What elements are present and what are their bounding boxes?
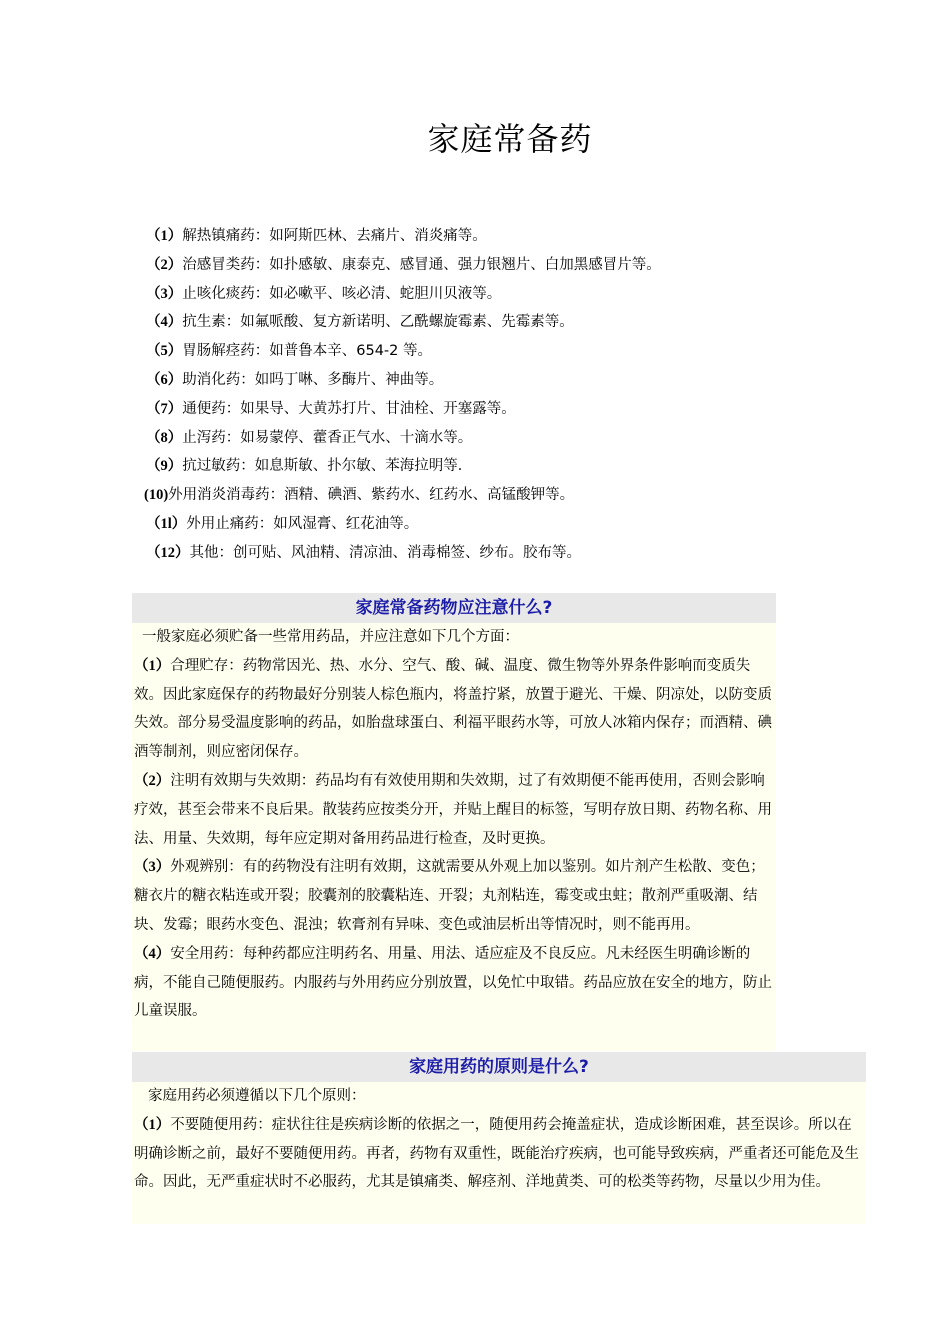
item-text: 解热镇痛药：如阿斯匹林、去痛片、消炎痛等。 bbox=[182, 228, 487, 244]
medication-principles-section bbox=[132, 1052, 866, 1224]
paragraph-text: 注明有效期与失效期：药品均有有效使用期和失效期，过了有效期便不能再使用，否则会影响疗效，甚至会带来不良后果。散装药应按类分开，并贴上醒目的标签，写明存放日期、药物名称、用法、用量、失效期，每年应定期对备用药品进行检查，及时更换。 bbox=[134, 772, 772, 847]
list-item bbox=[146, 222, 866, 251]
list-item bbox=[146, 366, 866, 395]
list-item bbox=[146, 539, 866, 568]
item-number: （8） bbox=[146, 429, 183, 446]
item-text: 胃肠解痉药：如普鲁本辛、654-2 等。 bbox=[182, 343, 432, 360]
item-text: 通便药：如果导、大黄苏打片、甘油栓、开塞露等。 bbox=[182, 400, 516, 417]
section-intro: 一般家庭必须贮备一些常用药品，并应注意如下几个方面： bbox=[142, 629, 519, 645]
item-number: （7） bbox=[146, 400, 183, 417]
list-item bbox=[146, 424, 866, 453]
item-text: 外用止痛药：如风湿膏、红花油等。 bbox=[186, 515, 419, 532]
paragraph-number: （1） bbox=[134, 1116, 171, 1133]
paragraph-text: 安全用药：每种药都应注明药名、用量、用法、适应症及不良反应。凡未经医生明确诊断的病，不能自己随便服药。内服药与外用药应分别放置，以免忙中取错。药品应放在安全的地方，防止儿童误服。 bbox=[134, 945, 772, 1020]
item-number: (10) bbox=[144, 487, 169, 504]
item-text: 抗过敏药：如息斯敏、扑尔敏、苯海拉明等． bbox=[182, 458, 473, 475]
medicine-list bbox=[146, 222, 866, 568]
paragraph-text: 合理贮存：药物常因光、热、水分、空气、酸、碱、温度、微生物等外界条件影响而变质失效。因此家庭保存的药物最好分别装人棕色瓶内，将盖拧紧，放置于避光、干燥、阴凉处，以防变质失效。部分易受温度影响的药品，如胎盘球蛋白、利福平眼药水等，可放人冰箱内保存；而酒精、碘酒等制剂，则应密闭保存。 bbox=[134, 657, 772, 761]
item-number: （3） bbox=[146, 285, 183, 302]
list-item bbox=[146, 395, 866, 424]
item-text: 治感冒类药：如扑感敏、康泰克、感冒通、强力银翘片、白加黑感冒片等。 bbox=[182, 256, 661, 273]
section-heading: 家庭用药的原则是什么? bbox=[132, 1052, 866, 1082]
item-number: （2） bbox=[146, 256, 183, 273]
item-number: （6） bbox=[146, 371, 183, 388]
item-number: （1） bbox=[146, 228, 183, 244]
paragraph-number: （3） bbox=[134, 859, 171, 876]
paragraph-number: （1） bbox=[134, 657, 171, 674]
paragraph-number: （4） bbox=[134, 945, 171, 962]
item-text: 止泻药：如易蒙停、藿香正气水、十滴水等。 bbox=[182, 429, 473, 446]
section-paragraph bbox=[134, 652, 772, 767]
page-title: 家庭常备药 bbox=[427, 120, 593, 158]
section-body bbox=[132, 1082, 866, 1197]
item-number: （9） bbox=[146, 458, 183, 475]
list-item bbox=[146, 251, 866, 280]
section-paragraph bbox=[134, 940, 772, 1026]
section-body bbox=[132, 623, 776, 1026]
list-item bbox=[146, 337, 866, 366]
section-paragraph bbox=[134, 767, 772, 853]
list-item bbox=[146, 452, 866, 481]
list-item bbox=[144, 481, 866, 510]
item-text: 其他：创可贴、风油精、清凉油、消毒棉签、纱布。胶布等。 bbox=[189, 544, 581, 561]
section-intro: 家庭用药必须遵循以下几个原则： bbox=[148, 1088, 366, 1104]
item-number: （12） bbox=[146, 544, 190, 561]
list-item bbox=[146, 280, 866, 309]
list-item bbox=[146, 510, 866, 539]
paragraph-text: 不要随便用药：症状往往是疾病诊断的依据之一，随便用药会掩盖症状，造成诊断困难，甚至误诊。所以在明确诊断之前，最好不要随便用药。再者，药物有双重性，既能治疗疾病，也可能导致疾病，严重者还可能危及生命。因此，无严重症状时不必服药，尤其是镇痛类、解痉剂、洋地黄类、可的松类等药物，尽量以少用为佳。 bbox=[134, 1116, 859, 1191]
item-number: （4） bbox=[146, 314, 183, 331]
section-paragraph bbox=[134, 853, 772, 939]
item-text: 助消化药：如吗丁啉、多酶片、神曲等。 bbox=[182, 371, 444, 388]
section-paragraph bbox=[134, 1111, 862, 1197]
item-text: 抗生素：如氟哌酸、复方新诺明、乙酰螺旋霉素、先霉素等。 bbox=[182, 314, 574, 331]
item-text: 止咳化痰药：如必嗽平、咳必清、蛇胆川贝液等。 bbox=[182, 285, 502, 302]
section-heading: 家庭常备药物应注意什么? bbox=[132, 593, 776, 623]
list-item bbox=[146, 308, 866, 337]
paragraph-number: （2） bbox=[134, 772, 171, 789]
storage-notes-section bbox=[132, 593, 776, 1051]
item-number: （5） bbox=[146, 343, 183, 360]
paragraph-text: 外观辨别：有的药物没有注明有效期，这就需要从外观上加以鉴别。如片剂产生松散、变色；糖衣片的糖衣粘连或开裂；胶囊剂的胶囊粘连、开裂；丸剂粘连，霉变或虫蛀；散剂严重吸潮、结块、发霉；眼药水变色、混浊；软膏剂有异味、变色或油层析出等情况时，则不能再用。 bbox=[134, 859, 765, 933]
item-text: 外用消炎消毒药：酒精、碘酒、紫药水、红药水、高锰酸钾等。 bbox=[168, 487, 575, 504]
item-number: （1l） bbox=[146, 515, 187, 532]
